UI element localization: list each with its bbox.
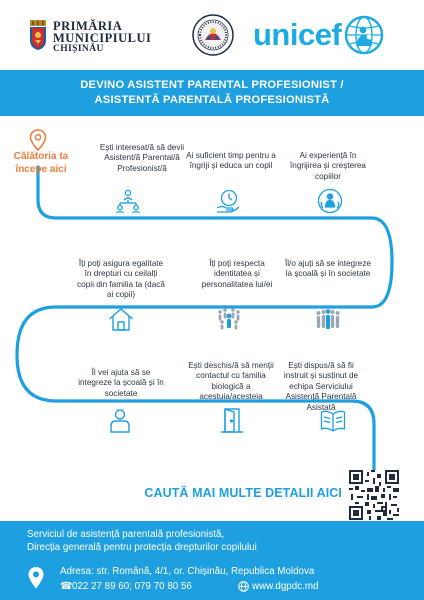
header	[0, 0, 424, 70]
footer-service-line2: Direcția generală pentru protecția drepturilor copilului	[27, 541, 257, 553]
unicef-wordmark: unicef	[253, 17, 342, 52]
step-3-text: Ai experiență în îngrijirea și creșterea copiilor	[290, 151, 366, 181]
clock-hand-icon	[215, 188, 241, 214]
step-7-text: Îl vei ajuta să se integreze la școală și în societate	[78, 368, 164, 398]
footer-address: Adresa: str. Română, 4/1, or. Chișinău, Republica Moldova	[60, 566, 315, 577]
start-pin-icon	[29, 129, 47, 151]
step-5-text: Îți poți respecta identitatea și personalitatea lui/ei	[201, 259, 273, 289]
crowd-icon	[315, 306, 341, 332]
primaria-line1: PRIMĂRIA	[53, 19, 123, 33]
coat-of-arms-logo	[30, 20, 46, 50]
primaria-line2: MUNICIPIULUI	[53, 31, 152, 45]
location-pin-icon	[28, 567, 44, 589]
title-line1: DEVINO ASISTENT PARENTAL PROFESIONIST /	[80, 79, 344, 91]
step-8-text: Ești deschis/ă să menții contactul cu familia biologică a acestuia/acesteia	[188, 361, 274, 402]
step-6-text: Îl/o ajuți să se integreze la școală și în societate	[284, 259, 372, 279]
primaria-line3: CHIȘINĂU	[53, 44, 104, 54]
start-label: Călătoria ta începe aici	[13, 151, 69, 175]
title-band	[0, 70, 424, 116]
dgpdc-seal-logo	[192, 14, 234, 56]
door-icon	[219, 407, 245, 433]
step-4-text: Îți poți asigura egalitate în drepturi cu ceilalți copii din familia ta (dacă ai copii)	[77, 259, 165, 300]
qr-code[interactable]	[349, 470, 399, 520]
cta-more-details: CAUTĂ MAI MULTE DETALII AICI	[144, 486, 342, 500]
step-2-text: Ai suficient timp pentru a îngriji și educa un copil	[186, 151, 276, 171]
open-book-icon	[320, 407, 346, 433]
care-person-icon	[317, 188, 343, 214]
step-9-text: Ești dispus/ă să fii instruit și susținut de echipa Serviciului Asistență Parentală Asistată	[283, 361, 359, 412]
person-icon	[107, 407, 133, 433]
footer-service	[27, 529, 257, 554]
primaria-wordmark	[53, 20, 173, 54]
footer-phones[interactable]: 022 27 89 60; 079 70 80 56	[72, 581, 192, 592]
unicef-logo	[253, 15, 384, 55]
group-individual-icon	[216, 304, 242, 330]
footer-website-link[interactable]: www.dgpdc.md	[252, 581, 319, 592]
footer	[0, 521, 424, 600]
footer-service-line1: Serviciul de asistență parentală profesionistă,	[27, 529, 225, 540]
globe-icon	[238, 581, 249, 592]
step-1-text: Ești interesat/ă să devii Asistent/ă Parental/ă Profesionist/ă	[99, 143, 185, 173]
house-icon	[108, 306, 134, 332]
unicef-emblem-icon	[344, 15, 384, 55]
phone-icon: ☎	[60, 581, 73, 592]
title-line2: ASISTENTĂ PARENTALĂ PROFESIONISTĂ	[94, 94, 330, 106]
people-network-icon	[115, 188, 141, 214]
